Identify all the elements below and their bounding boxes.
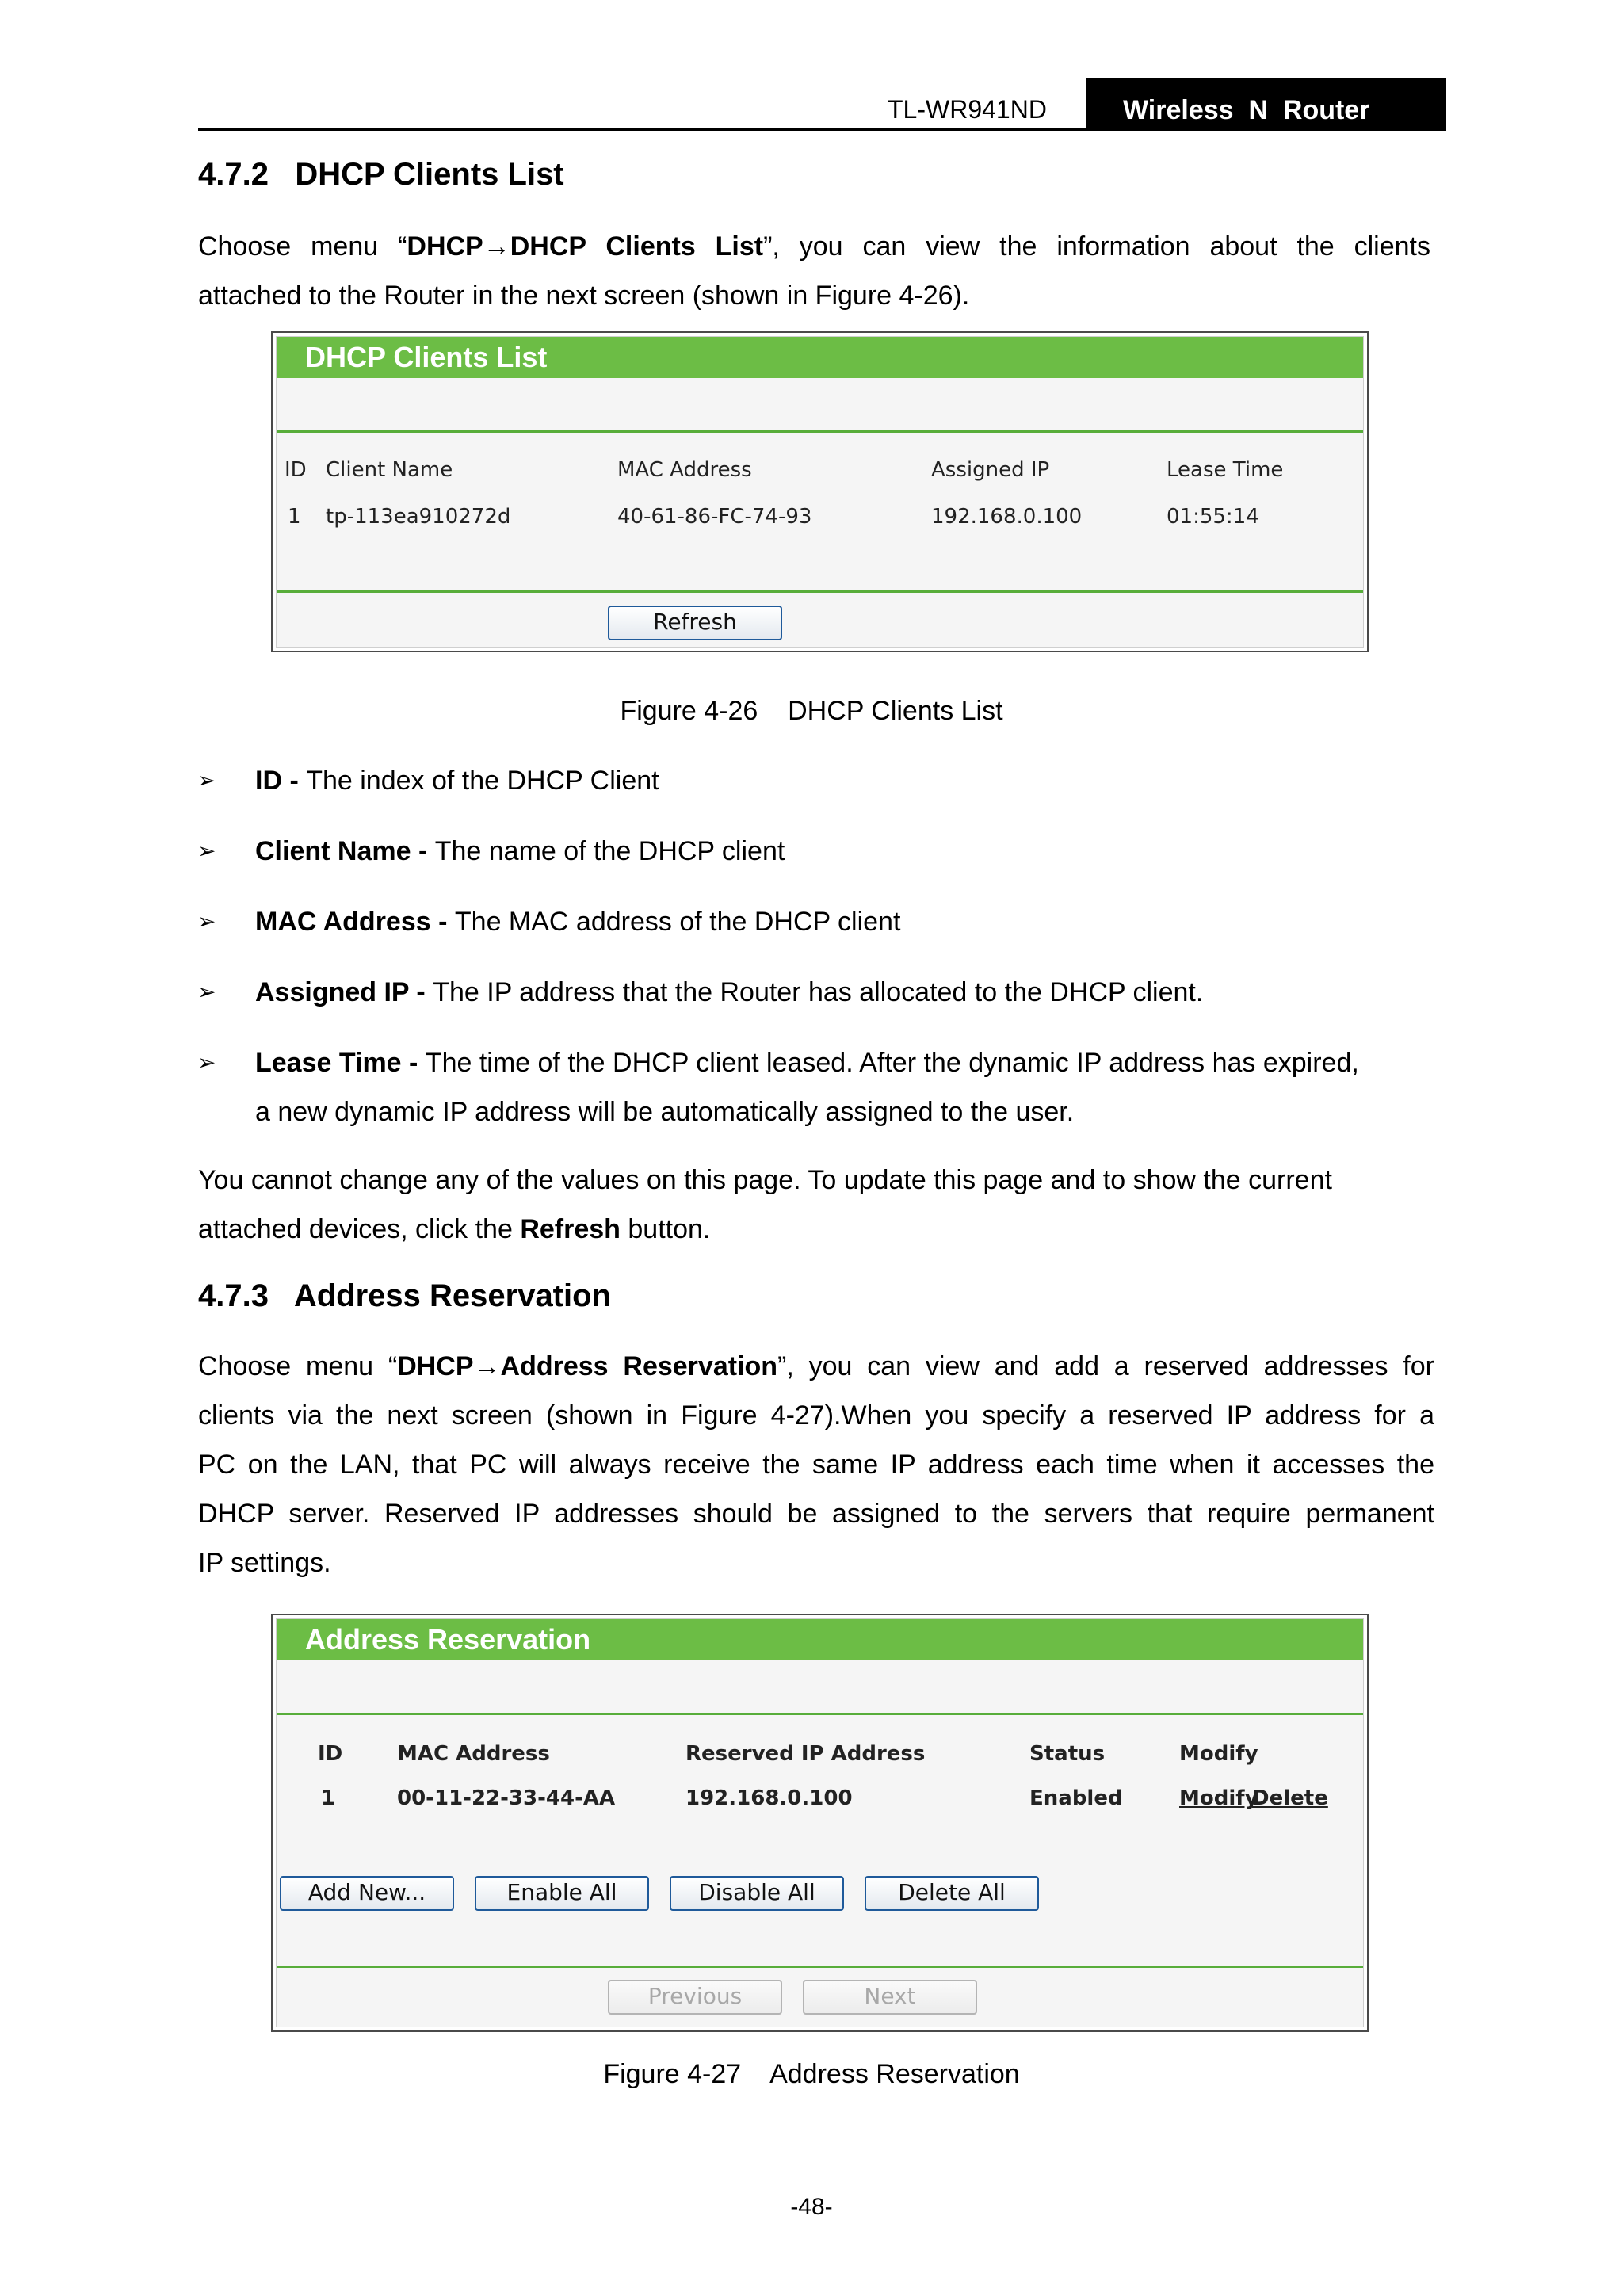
header-badge: Wireless N Router — [1086, 78, 1446, 131]
bullet-lease-time: ➢ Lease Time - The time of the DHCP client leased. After the dynamic IP address has expired, a new dynamic IP address will be automatically assigned to the user. — [255, 1038, 1444, 1137]
col-header-assigned-ip: Assigned IP — [931, 458, 1050, 482]
enable-all-button[interactable]: Enable All — [475, 1876, 649, 1911]
intro-line-5: IP settings. — [198, 1548, 331, 1578]
col-header-id: ID — [285, 458, 307, 482]
section-472-intro — [198, 222, 1430, 320]
intro-line-1: Choose menu “DHCP→Address Reservation”, you can view and add a reserved addresses for — [198, 1351, 1434, 1381]
bullet-arrow-icon: ➢ — [197, 768, 216, 793]
section-number: 4.7.2 — [198, 157, 269, 192]
refresh-note: You cannot change any of the values on this page. To update this page and to show the current attached devices, click the Refresh button. — [198, 1165, 1332, 1244]
menu-path: DHCP→DHCP Clients List — [407, 231, 764, 262]
panel-title: DHCP Clients List — [277, 337, 1363, 378]
cell-status: Enabled — [1029, 1786, 1123, 1810]
bullet-arrow-icon: ➢ — [197, 980, 216, 1004]
section-title: DHCP Clients List — [295, 157, 564, 192]
refresh-button[interactable]: Refresh — [608, 606, 782, 640]
col-header-client-name: Client Name — [326, 458, 453, 482]
col-header-status: Status — [1029, 1742, 1106, 1766]
panel-divider-bottom — [277, 590, 1363, 593]
disable-all-button[interactable]: Disable All — [670, 1876, 844, 1911]
bullet-arrow-icon: ➢ — [197, 1050, 216, 1075]
col-header-id: ID — [318, 1742, 343, 1766]
bullet-assigned-ip: ➢ Assigned IP - The IP address that the Router has allocated to the DHCP client. — [255, 968, 1444, 1017]
figure-4-26-caption: Figure 4-26 DHCP Clients List — [620, 696, 1003, 726]
bullet-client-name: ➢ Client Name - The name of the DHCP client — [255, 827, 1444, 876]
section-473-heading — [198, 1278, 611, 1314]
add-new-button[interactable]: Add New... — [280, 1876, 454, 1911]
col-header-mac: MAC Address — [617, 458, 752, 482]
intro-line-2: clients via the next screen (shown in Figure 4-27).When you specify a reserved IP address for a — [198, 1400, 1434, 1431]
panel-title: Address Reservation — [277, 1619, 1363, 1660]
intro-line-1: Choose menu “DHCP→DHCP Clients List”, you can view the information about the clients — [198, 231, 1430, 262]
figure-4-27-caption: Figure 4-27 Address Reservation — [603, 2059, 1020, 2089]
cell-reserved-ip: 192.168.0.100 — [685, 1786, 853, 1810]
cell-lease-time: 01:55:14 — [1167, 505, 1259, 529]
intro-line-2: attached to the Router in the next screen (shown in Figure 4-26). — [198, 281, 970, 311]
dhcp-clients-panel — [271, 331, 1369, 652]
col-header-lease-time: Lease Time — [1167, 458, 1284, 482]
section-473-intro — [198, 1342, 1434, 1587]
col-header-modify: Modify — [1179, 1742, 1258, 1766]
address-reservation-panel — [271, 1614, 1369, 2032]
cell-mac: 00-11-22-33-44-AA — [397, 1786, 616, 1810]
bullet-id: ➢ ID - The index of the DHCP Client — [255, 756, 1444, 805]
section-472-heading — [198, 156, 564, 193]
intro-line-4: DHCP server. Reserved IP addresses should be assigned to the servers that require permanent — [198, 1499, 1434, 1529]
cell-id: 1 — [288, 505, 301, 529]
section-title: Address Reservation — [293, 1278, 611, 1313]
header-model: TL-WR941ND — [888, 95, 1047, 124]
bullet-arrow-icon: ➢ — [197, 839, 216, 863]
previous-button[interactable]: Previous — [608, 1980, 782, 2015]
col-header-reserved-ip: Reserved IP Address — [685, 1742, 926, 1766]
section-number: 4.7.3 — [198, 1278, 269, 1313]
menu-path: DHCP→Address Reservation — [397, 1351, 778, 1381]
delete-all-button[interactable]: Delete All — [865, 1876, 1039, 1911]
cell-id: 1 — [321, 1786, 336, 1810]
next-button[interactable]: Next — [803, 1980, 977, 2015]
panel-divider-top — [277, 1713, 1363, 1715]
cell-assigned-ip: 192.168.0.100 — [931, 505, 1083, 529]
header-rule — [198, 128, 1446, 131]
bullet-arrow-icon: ➢ — [197, 909, 216, 934]
cell-client-name: tp-113ea910272d — [326, 505, 511, 529]
panel-divider-top — [277, 430, 1363, 433]
col-header-mac: MAC Address — [397, 1742, 550, 1766]
modify-link[interactable]: Modify — [1179, 1786, 1258, 1810]
intro-line-3: PC on the LAN, that PC will always receive the same IP address each time when it accesses the — [198, 1450, 1434, 1480]
delete-link[interactable]: Delete — [1252, 1786, 1328, 1810]
bullet-mac-address: ➢ MAC Address - The MAC address of the DHCP client — [255, 897, 1444, 946]
panel-divider-bottom — [277, 1966, 1363, 1968]
cell-mac: 40-61-86-FC-74-93 — [617, 505, 812, 529]
page-number: -48- — [790, 2194, 833, 2220]
